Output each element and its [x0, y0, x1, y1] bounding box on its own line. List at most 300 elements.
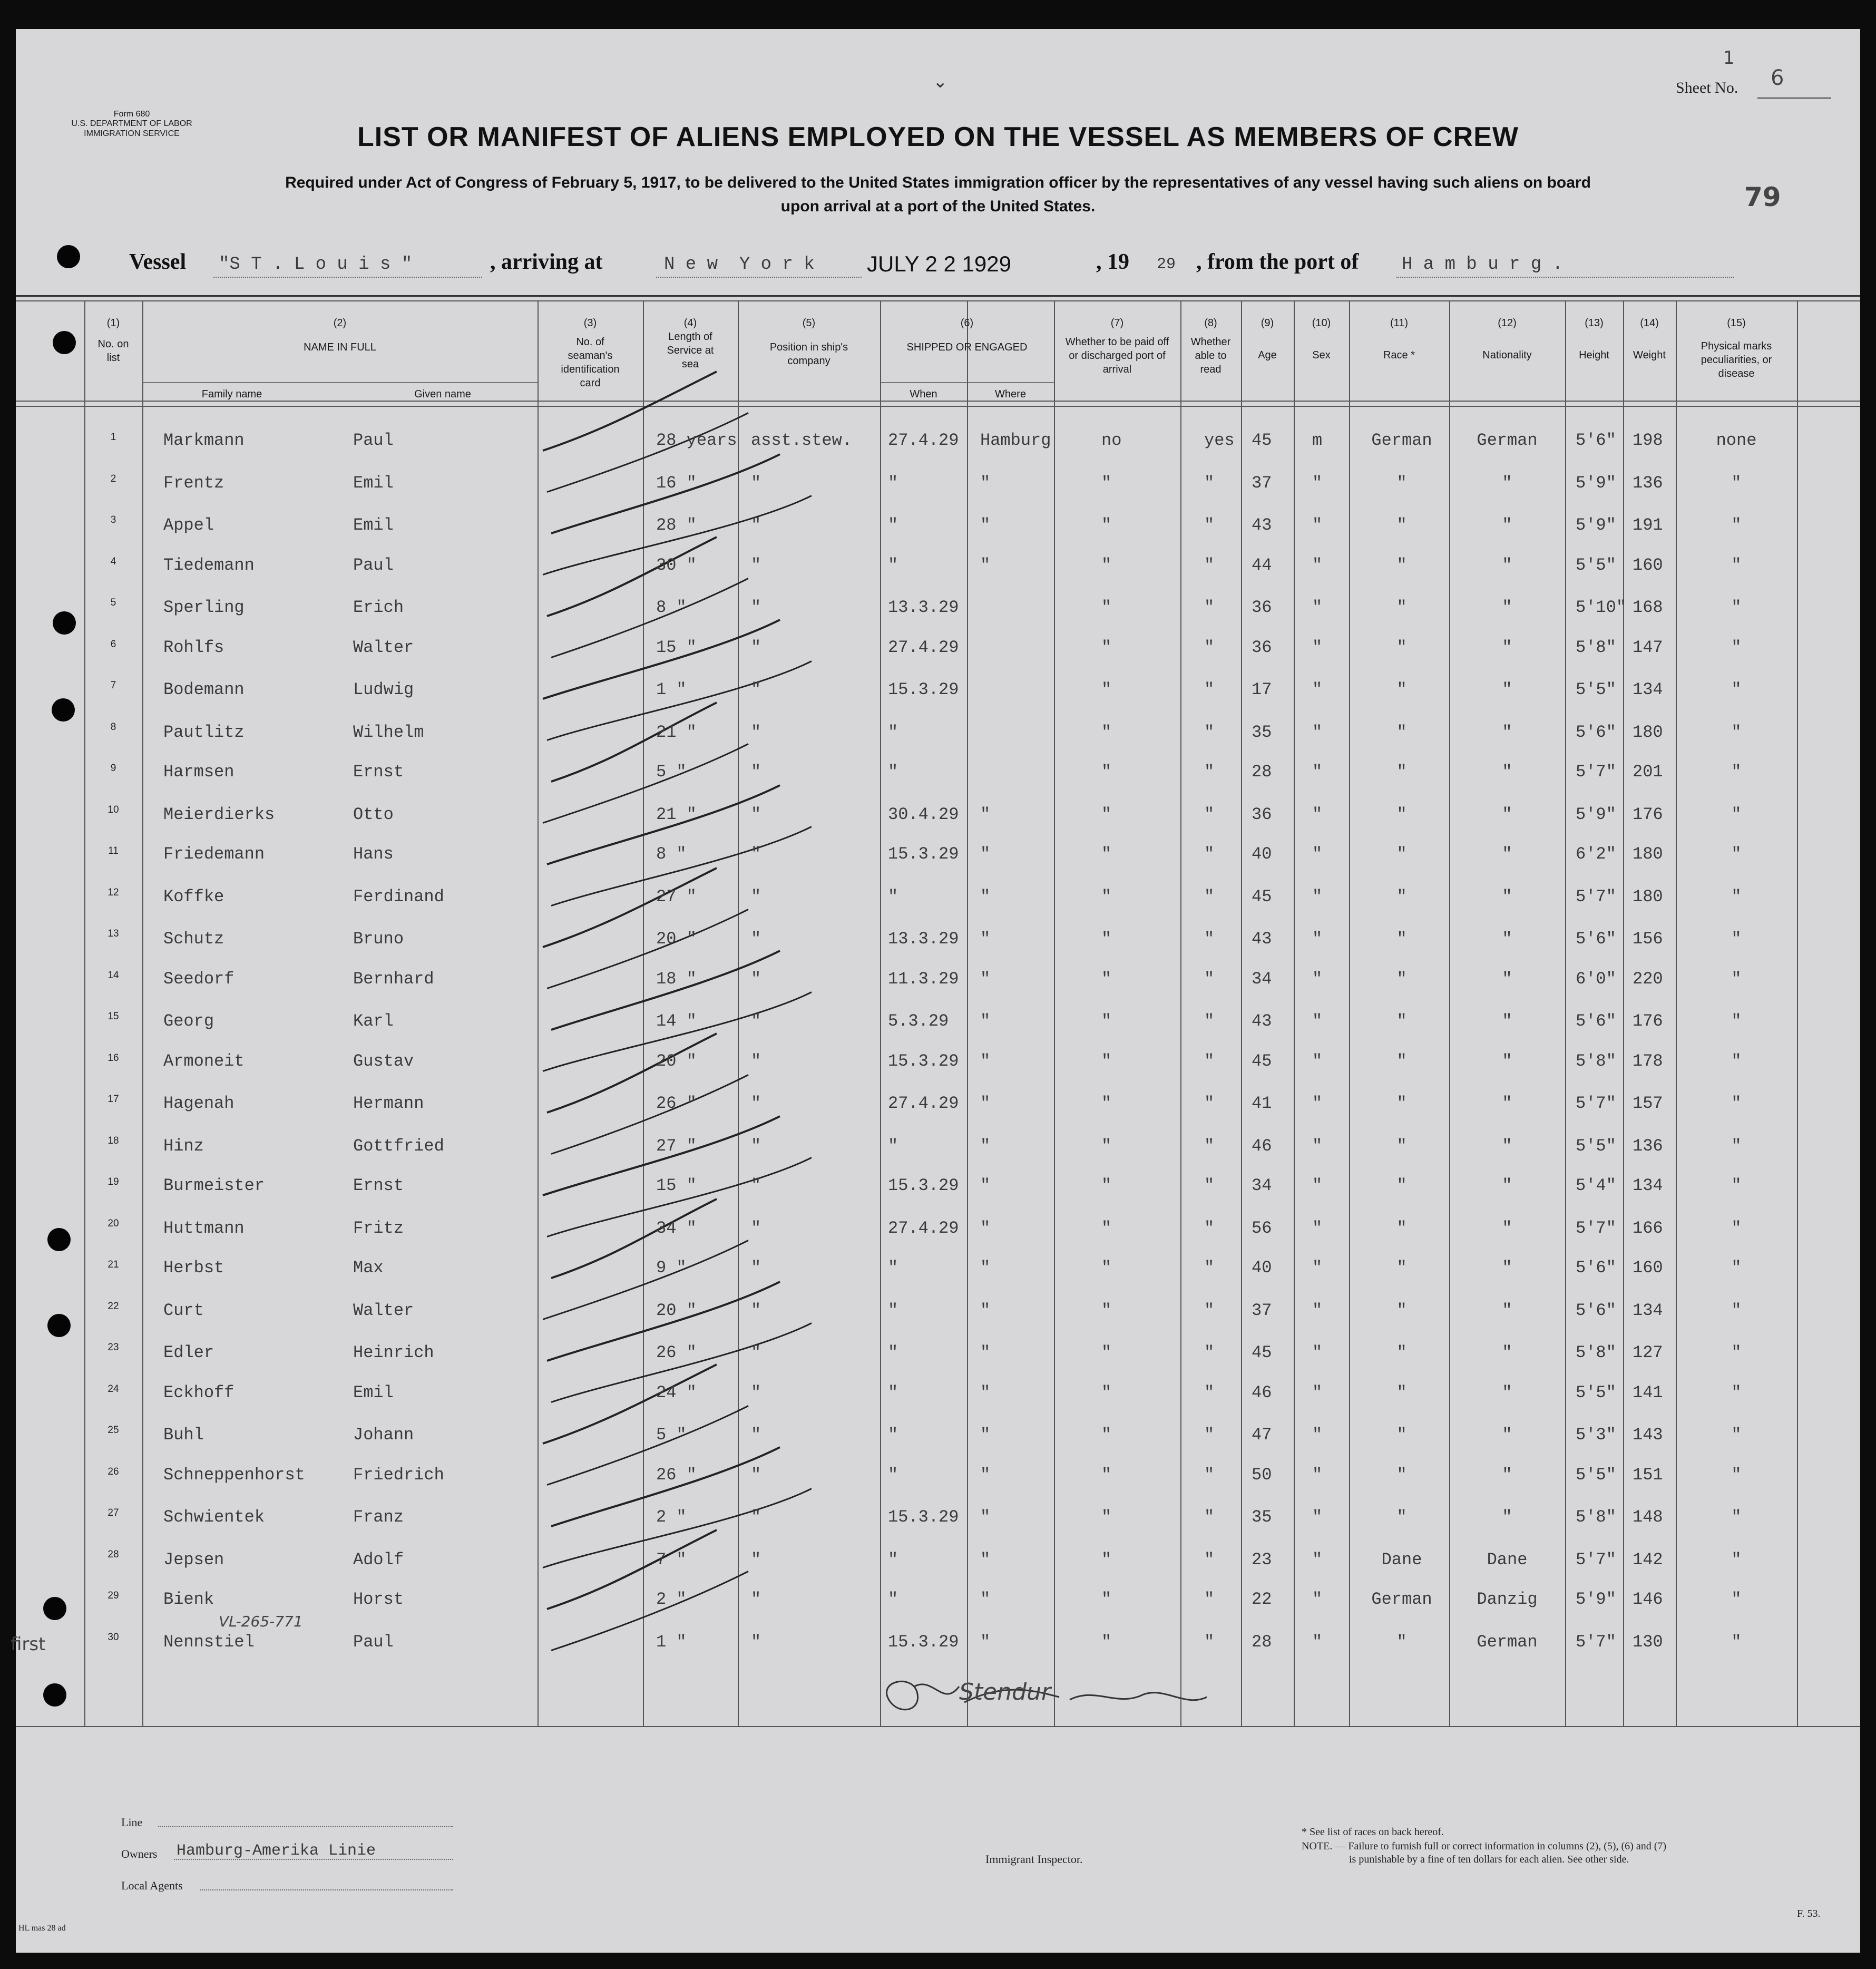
position-cell: " [751, 1218, 761, 1238]
col-11-label: Race * [1383, 349, 1415, 361]
nationality-cell: Dane [1487, 1549, 1528, 1570]
nationality-cell: " [1502, 515, 1512, 535]
paid-off-cell: " [1101, 1258, 1112, 1278]
row-number: 7 [110, 680, 116, 691]
row-number: 8 [110, 721, 116, 733]
height-cell: 5'6" [1576, 1300, 1616, 1320]
shipped-when-cell: 30.4.29 [888, 804, 959, 824]
service-length-cell: 20 " [656, 1051, 697, 1071]
paid-off-cell: " [1101, 1382, 1112, 1402]
row-number: 10 [108, 804, 119, 815]
shipped-where-cell: " [980, 1465, 991, 1485]
sex-cell: " [1312, 1549, 1323, 1570]
physical-marks-cell: " [1731, 969, 1742, 989]
fine-note-2: is punishable by a fine of ten dollars for each alien. See other side. [1349, 1854, 1629, 1865]
paid-off-cell: " [1101, 555, 1112, 575]
handwritten-reference: VL-265-771 [219, 1613, 303, 1630]
height-cell: 5'8" [1576, 1507, 1616, 1527]
paid-off-cell: " [1101, 1094, 1112, 1113]
shipped-where-cell: " [980, 1136, 991, 1156]
col-11-number: (11) [1390, 317, 1409, 329]
shipped-when-cell: " [888, 555, 898, 575]
weight-cell: 180 [1633, 844, 1663, 864]
physical-marks-cell: " [1731, 1425, 1742, 1445]
weight-cell: 136 [1633, 473, 1663, 493]
nationality-cell: " [1502, 637, 1512, 657]
nationality-cell: " [1502, 929, 1512, 949]
punch-hole-1 [57, 245, 80, 268]
age-cell: 44 [1252, 555, 1272, 575]
bottom-left-code: HL mas 28 ad [18, 1924, 66, 1933]
nationality-cell: " [1502, 473, 1512, 493]
given-name-cell: Fritz [353, 1218, 404, 1238]
nationality-cell: " [1502, 886, 1512, 906]
sex-cell: " [1312, 515, 1323, 535]
height-cell: 5'5" [1576, 680, 1616, 699]
sex-cell: " [1312, 1425, 1323, 1445]
family-name-cell: Schneppenhorst [163, 1465, 305, 1485]
inspector-signature [869, 1671, 1228, 1718]
paid-off-cell: " [1101, 1465, 1112, 1485]
col-7-number: (7) [1110, 317, 1124, 329]
family-name-cell: Schutz [163, 929, 224, 949]
shipped-when-cell: " [888, 1382, 898, 1402]
arrival-port: N e w Y o r k [664, 255, 815, 275]
family-name-cell: Eckhoff [163, 1382, 234, 1402]
shipped-when-cell: 15.3.29 [888, 680, 959, 699]
row-number: 17 [108, 1094, 119, 1105]
nationality-cell: " [1502, 598, 1512, 617]
height-cell: 5'6" [1576, 929, 1616, 949]
given-name-cell: Ludwig [353, 680, 414, 699]
sex-cell: " [1312, 637, 1323, 657]
age-cell: 40 [1252, 844, 1272, 864]
form-number: Form 680 [113, 110, 150, 119]
nationality-cell: " [1502, 969, 1512, 989]
col-2-number: (2) [333, 317, 347, 329]
col-12-number: (12) [1498, 317, 1517, 329]
given-name-cell: Walter [353, 1300, 414, 1320]
family-name-cell: Huttmann [163, 1218, 245, 1238]
able-to-read-cell: " [1204, 598, 1215, 617]
paid-off-cell: " [1101, 1136, 1112, 1156]
weight-cell: 201 [1633, 762, 1663, 782]
sex-cell: " [1312, 1011, 1323, 1031]
paid-off-cell: " [1101, 1425, 1112, 1445]
punch-hole-4 [52, 698, 75, 722]
sex-cell: " [1312, 598, 1323, 617]
position-cell: " [751, 1632, 761, 1652]
able-to-read-cell: " [1204, 1136, 1215, 1156]
age-cell: 50 [1252, 1465, 1272, 1485]
shipped-when-cell: 15.3.29 [888, 1507, 959, 1527]
service-length-cell: 28 years [656, 431, 737, 450]
service-length-cell: 14 " [656, 1011, 697, 1031]
family-name-cell: Markmann [163, 431, 245, 450]
height-cell: 5'8" [1576, 1051, 1616, 1071]
sex-cell: " [1312, 969, 1323, 989]
nationality-cell: " [1502, 1011, 1512, 1031]
able-to-read-cell: " [1204, 555, 1215, 575]
family-name-cell: Curt [163, 1300, 204, 1320]
height-cell: 5'7" [1576, 1632, 1616, 1652]
family-name-cell: Frentz [163, 473, 224, 493]
height-cell: 5'7" [1576, 1094, 1616, 1113]
col-1-number: (1) [106, 317, 120, 329]
service-length-cell: 28 " [656, 515, 697, 535]
weight-cell: 166 [1633, 1218, 1663, 1238]
position-cell: " [751, 1051, 761, 1071]
paid-off-cell: " [1101, 637, 1112, 657]
sex-cell: " [1312, 722, 1323, 742]
manifest-subtitle-2: upon arrival at a port of the United States. [780, 198, 1096, 215]
row-number: 11 [108, 845, 119, 856]
weight-cell: 134 [1633, 680, 1663, 699]
able-to-read-cell: " [1204, 886, 1215, 906]
shipped-where-cell: " [980, 929, 991, 949]
race-cell: " [1396, 473, 1407, 493]
able-to-read-cell: " [1204, 473, 1215, 493]
given-name-cell: Emil [353, 515, 394, 535]
race-cell: " [1396, 1632, 1407, 1652]
given-name-cell: Wilhelm [353, 722, 424, 742]
paid-off-cell: " [1101, 1343, 1112, 1362]
age-cell: 36 [1252, 598, 1272, 617]
row-number: 12 [108, 886, 119, 898]
weight-cell: 151 [1633, 1465, 1663, 1485]
year-label: , 19 [1096, 250, 1129, 274]
service-label: IMMIGRATION SERVICE [84, 129, 180, 138]
height-cell: 5'7" [1576, 762, 1616, 782]
col-8-label: Whether able to read [1190, 336, 1231, 375]
row-number: 14 [108, 969, 119, 981]
race-cell: " [1396, 804, 1407, 824]
position-cell: " [751, 1300, 761, 1320]
paid-off-cell: " [1101, 680, 1112, 699]
row-number: 18 [108, 1135, 119, 1146]
row-number: 25 [108, 1425, 119, 1436]
shipped-where-cell: " [980, 1507, 991, 1527]
service-length-cell: 20 " [656, 1300, 697, 1320]
weight-cell: 142 [1633, 1549, 1663, 1570]
punch-hole-8 [43, 1683, 66, 1707]
given-name-cell: Gottfried [353, 1136, 444, 1156]
race-cell: " [1396, 1343, 1407, 1362]
family-name-cell: Herbst [163, 1258, 224, 1278]
nationality-cell: " [1502, 722, 1512, 742]
paid-off-cell: " [1101, 886, 1112, 906]
vessel-name: "S T . L o u i s " [219, 255, 413, 275]
position-cell: asst.stew. [751, 431, 853, 450]
able-to-read-cell: " [1204, 1425, 1215, 1445]
age-cell: 34 [1252, 1176, 1272, 1195]
weight-cell: 168 [1633, 598, 1663, 617]
age-cell: 47 [1252, 1425, 1272, 1445]
sex-cell: " [1312, 1382, 1323, 1402]
sex-cell: " [1312, 1051, 1323, 1071]
service-length-cell: 15 " [656, 637, 697, 657]
sex-cell: " [1312, 929, 1323, 949]
sheet-mark: 1 [1723, 47, 1735, 69]
sex-cell: " [1312, 844, 1323, 864]
shipped-when-cell: 27.4.29 [888, 431, 959, 450]
shipped-when-cell: 15.3.29 [888, 1176, 959, 1195]
weight-cell: 148 [1633, 1507, 1663, 1527]
manifest-title: LIST OR MANIFEST OF ALIENS EMPLOYED ON THE VESSEL AS MEMBERS OF CREW [357, 122, 1519, 152]
physical-marks-cell: " [1731, 1632, 1742, 1652]
physical-marks-cell: " [1731, 1011, 1742, 1031]
shipped-where-cell: Hamburg [980, 431, 1051, 450]
physical-marks-cell: " [1731, 1343, 1742, 1362]
physical-marks-cell: " [1731, 1176, 1742, 1195]
family-name-cell: Koffke [163, 886, 224, 906]
nationality-cell: " [1502, 804, 1512, 824]
sex-cell: " [1312, 1632, 1323, 1652]
service-length-cell: 2 " [656, 1507, 687, 1527]
row-number: 28 [108, 1548, 119, 1560]
given-name-cell: Hans [353, 844, 394, 864]
able-to-read-cell: " [1204, 1343, 1215, 1362]
row-number: 23 [108, 1342, 119, 1353]
pencil-check-stroke [551, 1572, 748, 1651]
form-code: F. 53. [1797, 1908, 1821, 1919]
family-name-cell: Seedorf [163, 969, 234, 989]
paid-off-cell: " [1101, 1218, 1112, 1238]
family-name-cell: Friedemann [163, 844, 265, 864]
nationality-cell: " [1502, 1136, 1512, 1156]
able-to-read-cell: " [1204, 1094, 1215, 1113]
shipped-when-cell: 5.3.29 [888, 1011, 949, 1031]
paid-off-cell: " [1101, 804, 1112, 824]
given-name-cell: Ferdinand [353, 886, 444, 906]
sex-cell: " [1312, 1343, 1323, 1362]
weight-cell: 178 [1633, 1051, 1663, 1071]
nationality-cell: " [1502, 1343, 1512, 1362]
manifest-subtitle-1: Required under Act of Congress of February 5, 1917, to be delivered to the United States immigration officer by the representatives of any vessel having such aliens on board [285, 174, 1591, 191]
col-13-label: Height [1579, 349, 1609, 361]
given-name-cell: Emil [353, 1382, 394, 1402]
family-name-cell: Pautlitz [163, 722, 245, 742]
punch-hole-6 [47, 1314, 71, 1337]
service-length-cell: 2 " [656, 1590, 687, 1609]
col-9-label: Age [1258, 349, 1277, 361]
position-cell: " [751, 555, 761, 575]
given-name-cell: Ernst [353, 1176, 404, 1195]
family-name-cell: Hinz [163, 1136, 204, 1156]
height-cell: 5'10" [1576, 598, 1627, 617]
col-5-label: Position in ship's company [769, 342, 848, 367]
family-name-cell: Georg [163, 1011, 214, 1031]
row-number: 30 [108, 1631, 119, 1643]
physical-marks-cell: " [1731, 1218, 1742, 1238]
height-cell: 5'4" [1576, 1176, 1616, 1195]
department-label: U.S. DEPARTMENT OF LABOR [71, 119, 192, 129]
nationality-cell: German [1477, 431, 1538, 450]
sex-cell: " [1312, 1094, 1323, 1113]
shipped-where-cell: " [980, 1549, 991, 1570]
given-name-cell: Emil [353, 473, 394, 493]
height-cell: 5'7" [1576, 1218, 1616, 1238]
height-cell: 5'9" [1576, 515, 1616, 535]
punch-hole-3 [53, 611, 76, 635]
sex-cell: " [1312, 1465, 1323, 1485]
paid-off-cell: " [1101, 1051, 1112, 1071]
given-name-cell: Horst [353, 1590, 404, 1609]
shipped-when-cell: " [888, 1465, 898, 1485]
sex-cell: " [1312, 1590, 1323, 1609]
physical-marks-cell: " [1731, 1549, 1742, 1570]
age-cell: 45 [1252, 886, 1272, 906]
given-name-cell: Erich [353, 598, 404, 617]
weight-cell: 220 [1633, 969, 1663, 989]
family-name-cell: Appel [163, 515, 214, 535]
service-length-cell: 21 " [656, 722, 697, 742]
row-number: 27 [108, 1507, 119, 1518]
able-to-read-cell: " [1204, 637, 1215, 657]
able-to-read-cell: " [1204, 804, 1215, 824]
height-cell: 5'5" [1576, 1465, 1616, 1485]
race-cell: " [1396, 1507, 1407, 1527]
col-2-family-label: Family name [201, 388, 262, 400]
able-to-read-cell: " [1204, 680, 1215, 699]
row-number: 22 [108, 1300, 119, 1312]
race-cell: " [1396, 844, 1407, 864]
nationality-cell: " [1502, 1465, 1512, 1485]
position-cell: " [751, 1465, 761, 1485]
position-cell: " [751, 1094, 761, 1113]
height-cell: 5'6" [1576, 1258, 1616, 1278]
col-9-number: (9) [1261, 317, 1274, 329]
able-to-read-cell: " [1204, 1218, 1215, 1238]
able-to-read-cell: " [1204, 1176, 1215, 1195]
position-cell: " [751, 637, 761, 657]
service-length-cell: 15 " [656, 1176, 697, 1195]
given-name-cell: Paul [353, 555, 394, 575]
shipped-where-cell: " [980, 1051, 991, 1071]
col-6-where-label: Where [995, 388, 1026, 400]
family-name-cell: Nennstiel [163, 1632, 255, 1652]
shipped-when-cell: 15.3.29 [888, 1051, 959, 1071]
physical-marks-cell: " [1731, 1258, 1742, 1278]
nationality-cell: " [1502, 1051, 1512, 1071]
line-underline [158, 1826, 453, 1827]
sex-cell: " [1312, 1300, 1323, 1320]
able-to-read-cell: " [1204, 515, 1215, 535]
given-name-cell: Walter [353, 637, 414, 657]
nationality-cell: " [1502, 680, 1512, 699]
position-cell: " [751, 1343, 761, 1362]
shipped-when-cell: " [888, 1300, 898, 1320]
nationality-cell: " [1502, 762, 1512, 782]
age-cell: 28 [1252, 1632, 1272, 1652]
service-length-cell: 34 " [656, 1218, 697, 1238]
shipped-where-cell: " [980, 969, 991, 989]
race-cell: " [1396, 555, 1407, 575]
fine-note-1: NOTE. — Failure to furnish full or correct information in columns (2), (5), (6) and (7) [1302, 1840, 1667, 1852]
shipped-where-cell: " [980, 1218, 991, 1238]
nationality-cell: " [1502, 1425, 1512, 1445]
given-name-cell: Bruno [353, 929, 404, 949]
age-cell: 45 [1252, 1051, 1272, 1071]
physical-marks-cell: " [1731, 804, 1742, 824]
given-name-cell: Johann [353, 1425, 414, 1445]
given-name-cell: Hermann [353, 1094, 424, 1113]
family-name-cell: Burmeister [163, 1176, 265, 1195]
race-cell: " [1396, 1258, 1407, 1278]
position-cell: " [751, 1507, 761, 1527]
corner-number: 79 [1744, 182, 1781, 212]
col-1-label: No. on list [97, 338, 129, 364]
col-12-label: Nationality [1482, 349, 1532, 361]
able-to-read-cell: " [1204, 1465, 1215, 1485]
able-to-read-cell: " [1204, 1590, 1215, 1609]
owners-value: Hamburg-Amerika Linie [177, 1842, 376, 1860]
paid-off-cell: " [1101, 598, 1112, 617]
position-cell: " [751, 598, 761, 617]
race-cell: " [1396, 515, 1407, 535]
physical-marks-cell: " [1731, 1136, 1742, 1156]
col-7-label: Whether to be paid off or discharged port of arrival [1065, 336, 1169, 375]
shipped-when-cell: " [888, 515, 898, 535]
departure-port: H a m b u r g . [1402, 255, 1564, 275]
nationality-cell: " [1502, 1300, 1512, 1320]
shipped-where-cell: " [980, 1632, 991, 1652]
pencil-check-strokes [16, 29, 1860, 1953]
race-cell: " [1396, 598, 1407, 617]
age-cell: 46 [1252, 1136, 1272, 1156]
service-length-cell: 1 " [656, 1632, 687, 1652]
shipped-where-cell: " [980, 804, 991, 824]
service-length-cell: 27 " [656, 1136, 697, 1156]
height-cell: 5'6" [1576, 431, 1616, 450]
race-cell: " [1396, 1382, 1407, 1402]
age-cell: 23 [1252, 1549, 1272, 1570]
shipped-when-cell: " [888, 473, 898, 493]
sheet-number-label: Sheet No. [1676, 79, 1738, 96]
height-cell: 5'8" [1576, 1343, 1616, 1362]
height-cell: 5'5" [1576, 1382, 1616, 1402]
able-to-read-cell: " [1204, 844, 1215, 864]
position-cell: " [751, 886, 761, 906]
shipped-when-cell: " [888, 1258, 898, 1278]
nationality-cell: German [1477, 1632, 1538, 1652]
from-port-label: , from the port of [1196, 250, 1359, 274]
paid-off-cell: no [1101, 431, 1122, 450]
paid-off-cell: " [1101, 1549, 1112, 1570]
race-cell: " [1396, 1300, 1407, 1320]
sex-cell: " [1312, 680, 1323, 699]
weight-cell: 160 [1633, 555, 1663, 575]
paid-off-cell: " [1101, 473, 1112, 493]
col-4-label: Length of Service at sea [667, 331, 714, 370]
row-number: 2 [110, 473, 116, 484]
able-to-read-cell: " [1204, 969, 1215, 989]
shipped-where-cell: " [980, 1176, 991, 1195]
nationality-cell: " [1502, 1094, 1512, 1113]
weight-cell: 136 [1633, 1136, 1663, 1156]
paid-off-cell: " [1101, 722, 1112, 742]
shipped-where-cell: " [980, 555, 991, 575]
row-number: 1 [110, 432, 116, 443]
sex-cell: " [1312, 473, 1323, 493]
shipped-where-cell: " [980, 1094, 991, 1113]
col-15-label: Physical marks peculiarities, or disease [1701, 340, 1772, 379]
weight-cell: 176 [1633, 804, 1663, 824]
physical-marks-cell: none [1716, 431, 1757, 450]
physical-marks-cell: " [1731, 1051, 1742, 1071]
margin-note: first [11, 1634, 46, 1655]
col-6-when-label: When [910, 388, 937, 400]
